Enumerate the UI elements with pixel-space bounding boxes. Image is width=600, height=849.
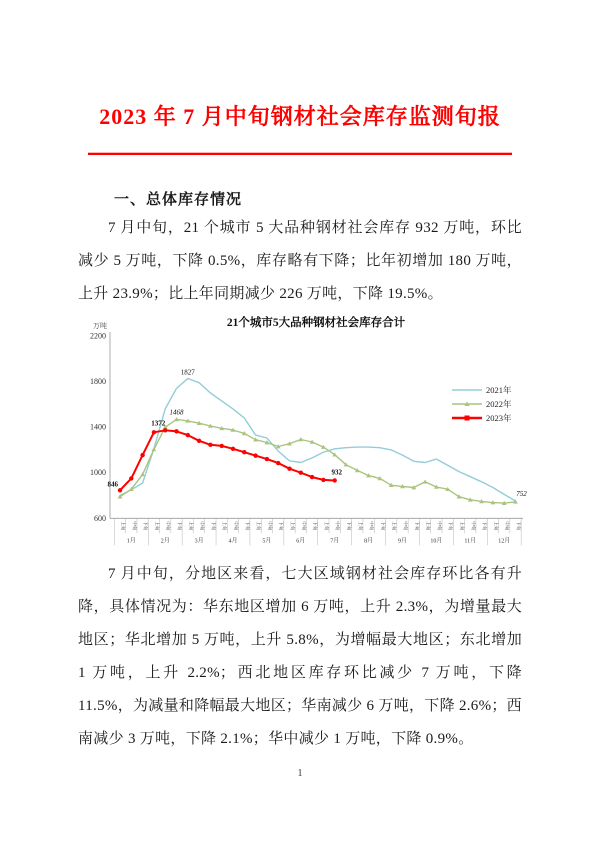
x-period-label: 中旬 — [301, 521, 307, 531]
series-marker-2023年 — [231, 447, 235, 451]
x-month-label: 4月 — [228, 538, 238, 545]
x-month-label: 12月 — [498, 538, 511, 545]
x-period-label: 中旬 — [335, 521, 341, 531]
legend-label-2022年: 2022年 — [486, 398, 512, 409]
x-month-label: 8月 — [364, 538, 374, 545]
overview-paragraph: 7 月中旬，21 个城市 5 大品种钢材社会库存 932 万吨，环比减少 5 万吨，下降 0.5%，库存略有下降；比年初增加 180 万吨，上升 23.9%；比上年同期减少 226 万吨，下降 19.5%。 — [78, 220, 522, 302]
x-period-label: 中旬 — [470, 521, 476, 531]
series-marker-2023年 — [152, 430, 156, 434]
legend-marker-2023年 — [465, 416, 470, 421]
series-marker-2023年 — [310, 475, 314, 479]
chart-title: 21个城市5大品种钢材社会库存合计 — [226, 317, 406, 329]
y-tick-label: 1400 — [90, 422, 106, 432]
series-marker-2023年 — [333, 478, 337, 482]
x-period-label: 下旬 — [210, 521, 216, 531]
series-marker-2023年 — [299, 471, 303, 475]
x-month-label: 5月 — [262, 538, 272, 545]
data-label-846: 846 — [107, 480, 118, 489]
regional-paragraph: 7 月中旬，分地区来看，七大区域钢材社会库存环比各有升降，具体情况为：华东地区增加 6 万吨，上升 2.3%，为增量最大地区；华北增加 5 万吨，上升 5.8%，为增幅最大地区；东北增加 1 万吨，上升 2.2%；西北地区库存环比减少 7 万吨，下降 11.5%，为减量和降幅最大地区；华南减少 6 万吨，下降 2.6%；西南减少 3 万吨，下降 2.1%；华中减少 1 万吨，下降 0.9%。 — [78, 566, 522, 747]
x-period-label: 下旬 — [516, 521, 521, 531]
series-marker-2023年 — [163, 428, 167, 432]
x-period-label: 上旬 — [154, 521, 160, 531]
data-label-1827: 1827 — [180, 368, 195, 377]
x-period-label: 下旬 — [278, 521, 284, 531]
series-marker-2023年 — [253, 453, 257, 457]
x-period-label: 上旬 — [222, 521, 228, 531]
series-marker-2023年 — [174, 429, 178, 433]
x-month-label: 1月 — [126, 538, 136, 545]
x-month-label: 3月 — [194, 538, 204, 545]
series-marker-2022年 — [423, 479, 428, 483]
x-period-label: 下旬 — [346, 521, 352, 531]
legend-label-2021年: 2021年 — [486, 384, 512, 395]
x-period-label: 上旬 — [425, 521, 431, 531]
series-marker-2023年 — [287, 467, 291, 471]
x-period-label: 下旬 — [448, 521, 454, 531]
x-period-label: 上旬 — [290, 521, 295, 531]
x-period-label: 下旬 — [143, 521, 149, 531]
x-period-label: 下旬 — [244, 521, 250, 531]
series-line-2021年 — [120, 379, 516, 502]
x-month-label: 7月 — [330, 538, 340, 545]
title-underline — [88, 152, 512, 155]
x-period-label: 上旬 — [256, 521, 262, 531]
chart-y-unit: 万吨 — [93, 322, 107, 330]
series-marker-2023年 — [220, 444, 224, 448]
data-label-1372: 1372 — [151, 419, 166, 428]
x-period-label: 上旬 — [357, 521, 363, 531]
x-period-label: 中旬 — [403, 521, 408, 531]
x-period-label: 下旬 — [414, 521, 420, 531]
data-label-752: 752 — [516, 489, 527, 498]
series-marker-2023年 — [140, 453, 144, 457]
section-heading: 一、总体库存情况 — [114, 192, 243, 208]
series-marker-2022年 — [140, 472, 145, 476]
inventory-chart — [78, 312, 538, 552]
x-period-label: 上旬 — [120, 521, 126, 531]
x-period-label: 上旬 — [493, 521, 499, 531]
x-month-label: 10月 — [430, 538, 443, 545]
series-marker-2023年 — [129, 476, 133, 480]
x-period-label: 下旬 — [177, 521, 182, 531]
x-period-label: 中旬 — [199, 521, 205, 531]
x-period-label: 下旬 — [312, 521, 318, 531]
x-period-label: 中旬 — [233, 521, 239, 531]
y-tick-label: 2200 — [90, 331, 106, 341]
data-label-932: 932 — [331, 468, 342, 477]
y-tick-label: 600 — [94, 513, 106, 523]
series-marker-2023年 — [321, 478, 325, 482]
inventory-chart-svg — [78, 312, 538, 552]
x-period-label: 中旬 — [267, 521, 273, 531]
series-marker-2023年 — [197, 439, 201, 443]
series-marker-2023年 — [118, 488, 122, 492]
x-period-label: 上旬 — [188, 521, 194, 531]
x-period-label: 下旬 — [380, 521, 386, 531]
y-tick-label: 1800 — [90, 377, 106, 387]
x-period-label: 中旬 — [504, 521, 510, 531]
series-marker-2023年 — [186, 433, 190, 437]
x-period-label: 上旬 — [391, 521, 397, 531]
x-month-label: 11月 — [464, 538, 477, 545]
x-period-label: 中旬 — [165, 521, 171, 531]
x-period-label: 中旬 — [131, 521, 137, 531]
series-marker-2023年 — [208, 443, 212, 447]
series-marker-2023年 — [265, 457, 269, 461]
data-label-1468: 1468 — [169, 408, 184, 417]
x-month-label: 9月 — [397, 538, 408, 545]
x-period-label: 中旬 — [436, 521, 442, 531]
series-marker-2023年 — [242, 450, 246, 454]
x-period-label: 上旬 — [459, 521, 465, 531]
x-period-label: 下旬 — [482, 521, 488, 531]
legend-label-2023年: 2023年 — [486, 412, 512, 423]
report-title: 2023 年 7 月中旬钢材社会库存监测旬报 — [99, 104, 501, 129]
x-month-label: 6月 — [296, 538, 306, 545]
y-tick-label: 1000 — [90, 468, 106, 478]
page-number: 1 — [297, 768, 303, 779]
series-marker-2023年 — [276, 461, 280, 465]
x-month-label: 2月 — [160, 538, 170, 545]
x-period-label: 中旬 — [369, 521, 375, 531]
x-period-label: 上旬 — [323, 521, 329, 531]
